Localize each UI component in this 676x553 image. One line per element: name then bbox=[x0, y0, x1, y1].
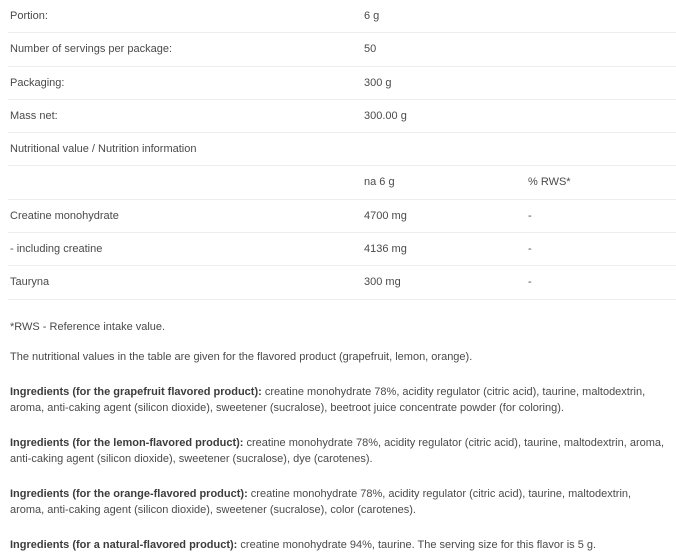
nutrient-rws: - bbox=[526, 233, 676, 266]
ingredients-orange bbox=[10, 486, 666, 519]
flavor-note: The nutritional values in the table are given for the flavored product (grapefruit, lemon, orange). bbox=[10, 350, 473, 363]
table-row bbox=[8, 66, 676, 99]
spec-label: Number of servings per package: bbox=[8, 33, 362, 66]
table-row bbox=[8, 266, 676, 299]
ingredients-orange-title: Ingredients (for the orange-flavored product): bbox=[10, 487, 248, 500]
nutrient-name: - including creatine bbox=[8, 233, 362, 266]
nutrient-amount: 4700 mg bbox=[362, 199, 526, 232]
ingredients-lemon bbox=[10, 435, 666, 468]
nutrient-amount: 4136 mg bbox=[362, 233, 526, 266]
nutrition-header-row bbox=[8, 166, 676, 199]
table-row bbox=[8, 33, 676, 66]
spec-extra bbox=[526, 66, 676, 99]
ingredients-lemon-text: creatine monohydrate 78%, acidity regulator (citric acid), taurine, maltodextrin, aroma, anti-caking agent (silicon dioxide), sweetener (sucralose), dye (carotenes). bbox=[10, 436, 665, 466]
ingredients-natural-title: Ingredients (for a natural-flavored product): bbox=[10, 538, 238, 551]
spec-label: Portion: bbox=[8, 0, 362, 33]
nutrition-section-title: Nutritional value / Nutrition information bbox=[8, 133, 362, 166]
notes-section bbox=[8, 320, 668, 553]
table-row bbox=[8, 99, 676, 132]
ingredients-lemon-title: Ingredients (for the lemon-flavored product): bbox=[10, 436, 244, 449]
ingredients-natural bbox=[10, 537, 666, 553]
spec-value: 300 g bbox=[362, 66, 526, 99]
ingredients-grapefruit-text: creatine monohydrate 78%, acidity regulator (citric acid), taurine, maltodextrin, aroma, anti-caking agent (silicon dioxide), sweetener (sucralose), beetroot juice concentrate powder (for coloring). bbox=[10, 385, 646, 415]
spec-label: Mass net: bbox=[8, 99, 362, 132]
rws-footnote: *RWS - Reference intake value. bbox=[10, 320, 166, 333]
nutrient-rws: - bbox=[526, 266, 676, 299]
ingredients-grapefruit-title: Ingredients (for the grapefruit flavored product): bbox=[10, 385, 262, 398]
spec-value: 50 bbox=[362, 33, 526, 66]
specification-table bbox=[8, 0, 676, 300]
spec-label: Packaging: bbox=[8, 66, 362, 99]
spec-value: 6 g bbox=[362, 0, 526, 33]
table-row bbox=[8, 0, 676, 33]
ingredients-grapefruit bbox=[10, 384, 666, 417]
spec-extra bbox=[526, 33, 676, 66]
table-row bbox=[8, 199, 676, 232]
spec-value: 300.00 g bbox=[362, 99, 526, 132]
nutrition-header-amount: na 6 g bbox=[362, 166, 526, 199]
ingredients-natural-text: creatine monohydrate 94%, taurine. The serving size for this flavor is 5 g. bbox=[237, 538, 597, 551]
nutrition-header-rws: % RWS* bbox=[526, 166, 676, 199]
ingredients-orange-text: creatine monohydrate 78%, acidity regulator (citric acid), taurine, maltodextrin, aroma, anti-caking agent (silicon dioxide), sweetener (sucralose), color (carotenes). bbox=[10, 487, 632, 517]
specification-table-body bbox=[8, 0, 676, 299]
nutrition-section-title-row bbox=[8, 133, 676, 166]
nutrient-amount: 300 mg bbox=[362, 266, 526, 299]
spec-extra bbox=[526, 0, 676, 33]
table-row bbox=[8, 233, 676, 266]
nutrient-rws: - bbox=[526, 199, 676, 232]
spec-extra bbox=[526, 99, 676, 132]
nutrient-name: Tauryna bbox=[8, 266, 362, 299]
nutrition-header-name bbox=[8, 166, 362, 199]
nutrient-name: Creatine monohydrate bbox=[8, 199, 362, 232]
